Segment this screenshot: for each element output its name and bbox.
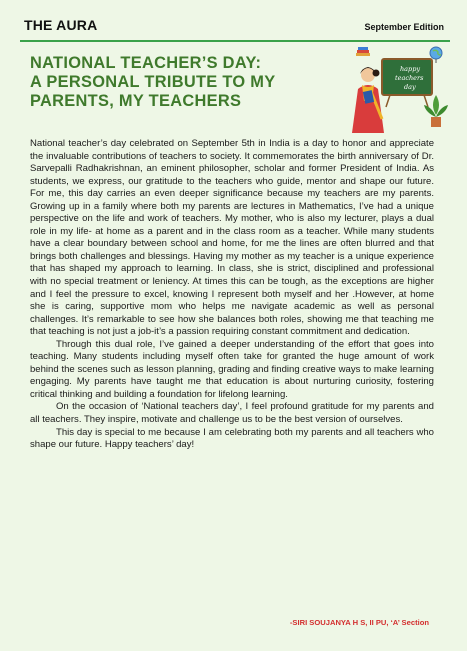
title-line-2: A PERSONAL TRIBUTE TO MY — [30, 73, 276, 91]
book-stack — [356, 53, 370, 56]
edition-label: September Edition — [364, 22, 444, 32]
title-line-3: PARENTS, MY TEACHERS — [30, 92, 242, 110]
board-text-happy: happy — [400, 65, 421, 73]
title-line-1: NATIONAL TEACHER’S DAY: — [30, 54, 262, 72]
author-signature: -SIRI SOUJANYA H S, II PU, ‘A’ Section — [289, 618, 429, 627]
paragraph-2: Through this dual role, I’ve gained a deeper understanding of the effort that goes into teaching. Many students including myself often take for granted the huge amount of work behind the scenes such as lesson planning, grading and finding creative ways to make learning engaging. My parents have taught me that education is about nurturing curiosity, fostering critical thinking and building a foundation for lifelong learning. — [30, 338, 434, 400]
teacher-illustration — [340, 45, 448, 135]
masthead — [0, 0, 467, 44]
header-divider — [20, 40, 450, 42]
globe-icon — [430, 47, 442, 59]
paragraph-1: National teacher’s day celebrated on September 5th in India is a day to honor and appreciate the invaluable contributions of teachers to society. It commemorates the birth anniversary of Dr. Sarvepalli Radhakrishnan, an eminent philosopher, scholar and former President of India. As students, we express, our gratitude to the teachers who guide, mentor and shape our future. For me, this day carries an even deeper significance because my teachers are my parents. Growing up in a family where both my parents are lectures in Mathematics, I’ve had a unique perspective on the life and work of teachers. My mother, who is also my lecturer, plays a dual role in my life- at home as a parent and in the class room as a teacher. While many students have a clear boundary between school and home, for me the lines are often blurred and that brings both challenges and blessings. Having my mother as my teacher is a unique experience that has shaped my approach to learning. In class, she is strict, disciplined and professional with no special treatment or leniency. At times this can be tough, as the exceptions are higher and I feel the pressure to excel, knowing I represent both myself and her .However, at home she is caring, supportive mom who helps me navigate academic as well as personal challenges. It’s remarkable to see how she balances both roles, showing me that teaching me that teaching is not just a job-it’s a passion requiring constant commitment and dedication. — [30, 138, 434, 338]
article-title — [30, 54, 330, 111]
paragraph-3: On the occasion of ‘National teachers day’, I feel profound gratitude for my parents and all teachers. They inspire, motivate and challenge us to be the best version of ourselves. — [30, 401, 434, 426]
board-text-day: day — [404, 83, 416, 91]
board-text-teachers: teachers — [395, 74, 424, 82]
article-body — [30, 138, 434, 452]
paragraph-4: This day is special to me because I am celebrating both my parents and all teachers who shape our future. Happy teachers’ day! — [30, 426, 434, 451]
plant-icon — [433, 95, 439, 115]
newsletter-name: THE AURA — [24, 17, 98, 33]
